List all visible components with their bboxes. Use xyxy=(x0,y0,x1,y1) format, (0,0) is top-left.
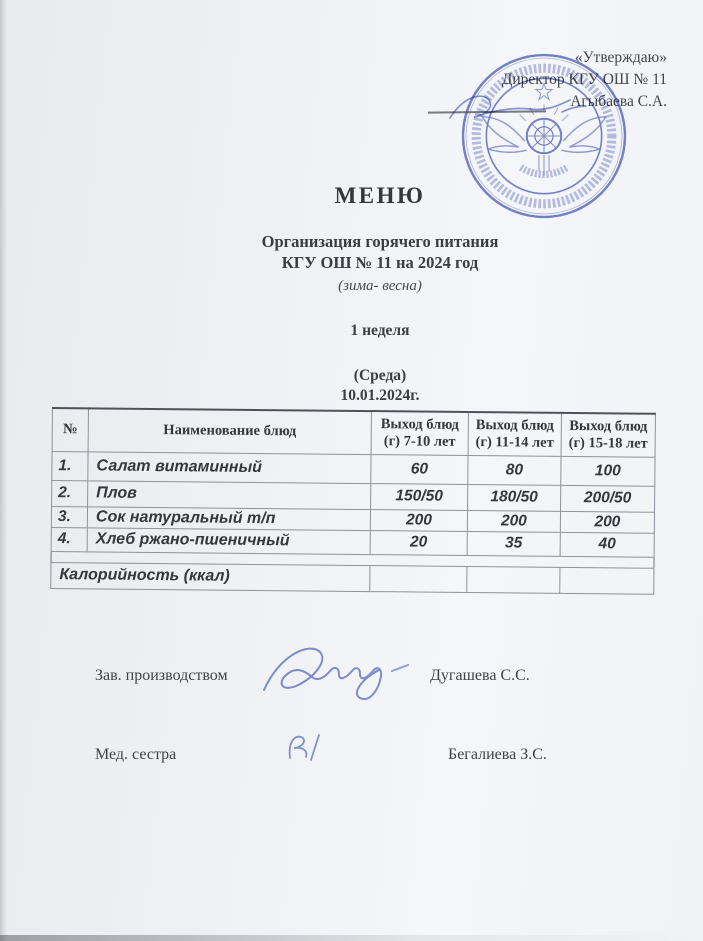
official-round-stamp-icon xyxy=(458,50,630,222)
col-header-portion-7-10: Выход блюд (г) 7-10 лет xyxy=(371,411,468,455)
row-number: 3. xyxy=(51,506,87,527)
portion-11-14: 35 xyxy=(467,531,560,556)
portion-7-10: 200 xyxy=(370,509,467,531)
approval-director-line: Директор КГУ ОШ № 11 xyxy=(501,71,667,88)
row-number: 4. xyxy=(51,527,87,551)
portion-11-14: 180/50 xyxy=(468,484,561,511)
portion-15-18: 200 xyxy=(560,511,654,533)
dish-name: Плов xyxy=(88,480,371,509)
calories-7-10 xyxy=(370,565,467,592)
calories-row xyxy=(51,562,654,594)
calories-11-14 xyxy=(467,566,560,593)
portion-11-14: 80 xyxy=(468,455,561,485)
week-label: 1 неделя xyxy=(350,322,410,339)
date-label: 10.01.2024г. xyxy=(340,387,420,404)
signature-name-production-manager: Дугашева С.С. xyxy=(430,667,530,684)
row-number: 1. xyxy=(52,451,88,480)
approval-director-name: Агыбаева С.А. xyxy=(570,93,667,110)
signature-role-production-manager: Зав. производством xyxy=(95,667,228,684)
page-title: МЕНЮ xyxy=(334,183,426,208)
portion-7-10: 60 xyxy=(371,454,468,484)
menu-table xyxy=(50,407,656,594)
signature-name-nurse: Бегалиева З.С. xyxy=(448,746,547,763)
handwritten-signature-icon xyxy=(246,640,416,706)
calories-15-18 xyxy=(560,567,654,594)
director-signature-icon xyxy=(444,86,594,128)
col-header-portion-15-18: Выход блюд (г) 15-18 лет xyxy=(561,413,655,457)
season-label: (зима- весна) xyxy=(338,278,422,294)
subtitle-line-1: Организация горячего питания xyxy=(261,232,499,251)
col-header-dish-name: Наименование блюд xyxy=(88,408,371,454)
portion-7-10: 20 xyxy=(370,530,467,555)
handwritten-signature-icon xyxy=(280,731,322,767)
portion-11-14: 200 xyxy=(467,510,560,532)
portion-15-18: 200/50 xyxy=(561,485,655,512)
dish-name: Салат витаминный xyxy=(88,451,371,483)
menu-table-header-row xyxy=(52,408,655,457)
portion-7-10: 150/50 xyxy=(371,483,468,510)
signature-role-nurse: Мед. сестра xyxy=(95,746,177,763)
dish-name: Сок натуральный т/п xyxy=(87,506,370,530)
weekday-label: (Среда) xyxy=(353,367,407,384)
row-number: 2. xyxy=(52,480,88,506)
portion-15-18: 40 xyxy=(560,532,654,557)
approval-approve-label: «Утверждаю» xyxy=(574,49,667,66)
col-header-number: № xyxy=(52,408,88,451)
calories-label: Калорийность (ккал) xyxy=(51,562,370,591)
portion-15-18: 100 xyxy=(561,456,655,486)
col-header-portion-11-14: Выход блюд (г) 11-14 лет xyxy=(468,412,561,456)
subtitle-line-2: КГУ ОШ № 11 на 2024 год xyxy=(281,253,479,272)
dish-name: Хлеб ржано-пшеничный xyxy=(87,527,370,554)
